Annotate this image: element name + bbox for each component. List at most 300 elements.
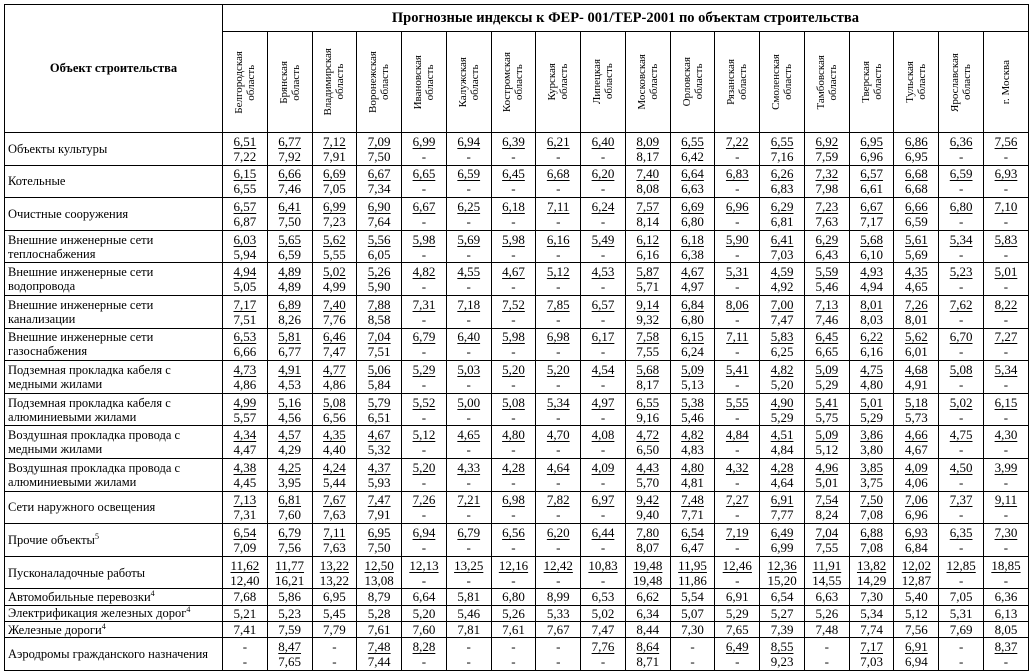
index-value-bottom: - bbox=[824, 654, 829, 669]
index-value-top: 12,13 bbox=[409, 557, 439, 573]
object-name-cell bbox=[5, 393, 223, 426]
index-value-top: 9,11 bbox=[994, 492, 1018, 508]
index-cell bbox=[760, 638, 805, 671]
index-value: 7,61 bbox=[367, 622, 391, 638]
index-value-bottom: 6,84 bbox=[904, 539, 928, 555]
index-cell bbox=[760, 491, 805, 524]
index-value-bottom: - bbox=[511, 376, 516, 392]
index-cell bbox=[804, 393, 849, 426]
index-cell bbox=[939, 328, 984, 361]
region-name-line: Калужская bbox=[456, 56, 469, 108]
index-cell bbox=[581, 458, 626, 491]
index-value-top: 9,42 bbox=[636, 492, 660, 508]
index-cell bbox=[715, 361, 760, 394]
index-cell bbox=[939, 458, 984, 491]
index-value: 5,02 bbox=[591, 605, 615, 621]
region-name-line: область bbox=[782, 64, 795, 100]
index-value-bottom: 6,61 bbox=[860, 181, 883, 197]
index-cell bbox=[939, 133, 984, 166]
region-name-line: Воронежская bbox=[367, 50, 380, 113]
index-cell bbox=[984, 295, 1029, 328]
index-cell bbox=[670, 458, 715, 491]
index-value-bottom: - bbox=[421, 572, 427, 588]
index-value-top: 11,77 bbox=[275, 557, 305, 573]
index-value-bottom: - bbox=[466, 376, 471, 392]
index-value-top: 5,68 bbox=[636, 361, 660, 377]
index-cell bbox=[357, 524, 402, 557]
index-value-top: 6,45 bbox=[815, 329, 839, 345]
index-cell bbox=[581, 524, 626, 557]
index-value-bottom: 7,50 bbox=[367, 148, 391, 164]
index-cell bbox=[267, 361, 312, 394]
footnote-mark: 4 bbox=[101, 621, 106, 631]
index-cell bbox=[581, 230, 626, 263]
index-cell bbox=[581, 556, 626, 589]
index-value-top: 6,81 bbox=[278, 492, 302, 508]
index-cell bbox=[581, 165, 626, 198]
index-cell bbox=[357, 230, 402, 263]
index-cell bbox=[536, 361, 581, 394]
index-value-top: 4,30 bbox=[994, 427, 1018, 443]
index-value: 7,30 bbox=[681, 622, 704, 638]
index-value-bottom: 7,98 bbox=[815, 181, 839, 197]
index-value-top: 7,18 bbox=[457, 296, 481, 312]
index-value: 6,80 bbox=[502, 589, 525, 605]
index-value-bottom: - bbox=[332, 654, 337, 669]
index-cell bbox=[491, 556, 536, 589]
index-value-bottom: - bbox=[958, 474, 964, 490]
index-value-top: 6,59 bbox=[949, 166, 973, 182]
index-value-top: 11,91 bbox=[812, 557, 842, 573]
index-value-bottom: - bbox=[958, 539, 964, 555]
index-cell bbox=[491, 230, 536, 263]
index-value-bottom: 7,47 bbox=[323, 344, 346, 360]
index-cell bbox=[849, 524, 894, 557]
index-cell bbox=[446, 165, 491, 198]
index-cell bbox=[581, 393, 626, 426]
object-name-cell bbox=[5, 295, 223, 328]
index-value-top: 5,02 bbox=[949, 394, 973, 410]
index-value-top: 12,42 bbox=[543, 557, 573, 573]
index-cell bbox=[715, 165, 760, 198]
index-value-bottom: 7,22 bbox=[233, 148, 257, 164]
index-cell bbox=[446, 589, 491, 605]
index-value-top: 5,65 bbox=[278, 231, 302, 247]
index-value-bottom: 14,29 bbox=[856, 572, 887, 588]
index-value-bottom: 3,75 bbox=[860, 474, 883, 490]
index-cell bbox=[984, 621, 1029, 637]
region-name-line: Ивановская bbox=[411, 54, 424, 110]
index-cell bbox=[670, 295, 715, 328]
index-cell bbox=[984, 556, 1029, 589]
index-value-bottom: 6,94 bbox=[904, 654, 928, 669]
index-cell bbox=[894, 638, 939, 671]
index-cell bbox=[491, 426, 536, 459]
index-value: 8,44 bbox=[636, 622, 660, 638]
index-value-top: 7,11 bbox=[323, 524, 346, 540]
index-value: 7,30 bbox=[860, 589, 883, 605]
index-value-bottom: 14,55 bbox=[812, 572, 842, 588]
index-value-top: 6,98 bbox=[502, 492, 525, 508]
index-value-top: 4,82 bbox=[681, 427, 704, 443]
index-cell bbox=[223, 263, 268, 296]
index-value-top: 4,75 bbox=[860, 361, 883, 377]
index-cell bbox=[312, 621, 357, 637]
object-name-cell bbox=[5, 198, 223, 231]
index-value-top: 6,16 bbox=[546, 231, 570, 247]
index-value-bottom: - bbox=[421, 279, 427, 295]
index-cell bbox=[984, 393, 1029, 426]
index-value-top: 4,35 bbox=[904, 264, 928, 280]
index-value-top: 6,21 bbox=[546, 133, 570, 149]
index-cell bbox=[581, 361, 626, 394]
index-value-bottom: - bbox=[421, 409, 427, 425]
index-value-top: 9,14 bbox=[636, 296, 660, 312]
index-cell bbox=[670, 638, 715, 671]
index-cell bbox=[312, 458, 357, 491]
index-value-top: 6,54 bbox=[233, 524, 257, 540]
index-value-top: 6,57 bbox=[233, 198, 257, 214]
index-value-top: 5,09 bbox=[681, 361, 704, 377]
index-value-top: 6,40 bbox=[457, 329, 481, 345]
object-name: Аэродромы гражданского назначения bbox=[8, 647, 209, 661]
index-value-top: 4,09 bbox=[904, 459, 928, 475]
index-value-bottom: 5,69 bbox=[904, 246, 928, 262]
index-cell bbox=[536, 556, 581, 589]
index-value-top: 4,77 bbox=[323, 361, 346, 377]
index-value-bottom: 8,03 bbox=[860, 311, 883, 327]
index-cell bbox=[491, 524, 536, 557]
index-value-top: 5,20 bbox=[502, 361, 525, 377]
table-row bbox=[5, 556, 1029, 589]
index-cell bbox=[267, 589, 312, 605]
index-cell bbox=[760, 295, 805, 328]
index-value-bottom: - bbox=[556, 572, 561, 588]
index-value-bottom: - bbox=[1003, 246, 1009, 262]
index-value-bottom: - bbox=[735, 213, 740, 229]
index-cell bbox=[267, 328, 312, 361]
index-value: 5,81 bbox=[457, 589, 481, 605]
index-value-bottom: 8,08 bbox=[636, 181, 660, 197]
index-cell bbox=[849, 605, 894, 621]
index-cell bbox=[804, 556, 849, 589]
index-cell bbox=[446, 198, 491, 231]
index-value-top: 6,12 bbox=[636, 231, 660, 247]
index-cell bbox=[312, 230, 357, 263]
index-value-top: 4,82 bbox=[770, 361, 794, 377]
index-cell bbox=[849, 491, 894, 524]
index-value-top: 8,64 bbox=[636, 639, 660, 654]
index-value: 8,99 bbox=[546, 589, 570, 605]
index-value-bottom: - bbox=[1003, 148, 1009, 164]
index-value-top: 6,59 bbox=[457, 166, 481, 182]
index-value-top: 4,96 bbox=[815, 459, 839, 475]
index-cell bbox=[849, 165, 894, 198]
index-cell bbox=[849, 426, 894, 459]
index-cell bbox=[939, 295, 984, 328]
index-value-top: 4,54 bbox=[591, 361, 615, 377]
index-value-bottom: - bbox=[735, 507, 740, 523]
index-value-bottom: - bbox=[556, 409, 561, 425]
index-value-top: 6,91 bbox=[770, 492, 794, 508]
object-name: Подземная прокладка кабеля с медными жилами bbox=[8, 362, 171, 391]
index-cell bbox=[357, 133, 402, 166]
object-name: Внешние инженерные сети канализации bbox=[8, 297, 154, 326]
index-cell bbox=[267, 230, 312, 263]
index-cell bbox=[312, 556, 357, 589]
index-cell bbox=[581, 328, 626, 361]
index-value: 5,21 bbox=[233, 605, 257, 621]
index-value-bottom: 8,01 bbox=[904, 311, 928, 327]
index-value-bottom: 7,50 bbox=[367, 539, 391, 555]
index-cell bbox=[223, 524, 268, 557]
index-value-top: 6,20 bbox=[591, 166, 615, 182]
index-cell bbox=[402, 393, 447, 426]
index-cell bbox=[894, 361, 939, 394]
index-value-bottom: 7,63 bbox=[323, 507, 346, 523]
index-cell bbox=[939, 524, 984, 557]
index-value-bottom: - bbox=[556, 213, 561, 229]
index-value-bottom: - bbox=[421, 311, 427, 327]
index-value-bottom: - bbox=[421, 654, 427, 669]
index-value-bottom: - bbox=[1003, 507, 1009, 523]
index-value-top: 6,15 bbox=[994, 394, 1018, 410]
index-cell bbox=[894, 133, 939, 166]
index-value-bottom: - bbox=[1003, 442, 1009, 458]
index-value: 7,65 bbox=[725, 622, 749, 638]
index-cell bbox=[715, 295, 760, 328]
region-name-line: область bbox=[692, 64, 705, 100]
index-value-bottom: 6,59 bbox=[278, 246, 302, 262]
index-value-bottom: - bbox=[1003, 474, 1009, 490]
index-value: 7,41 bbox=[233, 622, 257, 638]
index-value-bottom: - bbox=[958, 246, 964, 262]
index-value-bottom: - bbox=[958, 213, 964, 229]
object-name: Прочие объекты bbox=[8, 532, 95, 547]
index-value-top: 6,79 bbox=[457, 524, 481, 540]
index-value-bottom: - bbox=[556, 507, 561, 523]
index-value-top: 6,18 bbox=[681, 231, 704, 247]
index-value: 5,46 bbox=[457, 605, 481, 621]
index-cell bbox=[536, 263, 581, 296]
index-cell bbox=[849, 361, 894, 394]
index-value-top: 5,23 bbox=[949, 264, 973, 280]
table-row bbox=[5, 133, 1029, 166]
index-value: 6,36 bbox=[994, 589, 1018, 605]
table-row bbox=[5, 263, 1029, 296]
index-cell bbox=[312, 198, 357, 231]
index-value-top: 6,03 bbox=[233, 231, 257, 247]
index-value-bottom: 8,71 bbox=[636, 654, 660, 669]
index-value-bottom: 7,46 bbox=[278, 181, 302, 197]
index-value-top: 6,88 bbox=[860, 524, 883, 540]
index-value-bottom: - bbox=[421, 213, 427, 229]
index-value-bottom: - bbox=[600, 654, 606, 669]
index-value-bottom: 15,20 bbox=[767, 572, 797, 588]
index-cell bbox=[670, 556, 715, 589]
index-value-bottom: - bbox=[556, 654, 561, 669]
index-value-top: 7,22 bbox=[725, 133, 749, 149]
index-cell bbox=[760, 524, 805, 557]
index-value: 7,39 bbox=[770, 622, 794, 638]
index-value-top: 6,90 bbox=[367, 198, 391, 214]
index-value-top: 4,67 bbox=[367, 427, 391, 443]
index-value-top: 6,67 bbox=[860, 198, 883, 214]
index-value-bottom: - bbox=[466, 311, 471, 327]
index-cell bbox=[984, 133, 1029, 166]
object-name: Воздушная прокладка провода с медными жилами bbox=[8, 428, 181, 457]
index-value-top: 6,98 bbox=[546, 329, 570, 345]
index-value-top: 5,62 bbox=[904, 329, 928, 345]
index-cell bbox=[849, 295, 894, 328]
index-value-bottom: - bbox=[600, 474, 606, 490]
index-value-bottom: - bbox=[600, 148, 606, 164]
index-value-bottom: - bbox=[1003, 181, 1009, 197]
index-cell bbox=[446, 295, 491, 328]
index-value-top: 7,26 bbox=[904, 296, 928, 312]
index-value-bottom: - bbox=[466, 409, 471, 425]
index-cell bbox=[312, 165, 357, 198]
index-cell bbox=[715, 491, 760, 524]
table-row bbox=[5, 621, 1029, 637]
region-name-line: область bbox=[423, 64, 436, 100]
index-value-top: 6,66 bbox=[278, 166, 302, 182]
index-cell bbox=[357, 361, 402, 394]
object-name-cell bbox=[5, 638, 223, 671]
object-name-cell bbox=[5, 426, 223, 459]
index-cell bbox=[625, 295, 670, 328]
index-cell bbox=[849, 556, 894, 589]
index-value-bottom: 6,38 bbox=[681, 246, 704, 262]
index-cell bbox=[849, 133, 894, 166]
index-cell bbox=[267, 524, 312, 557]
index-value-bottom: - bbox=[735, 654, 740, 669]
index-value-bottom: - bbox=[735, 539, 740, 555]
index-value-top: 8,01 bbox=[860, 296, 883, 312]
index-value-top: 6,99 bbox=[323, 198, 346, 214]
index-cell bbox=[670, 524, 715, 557]
index-cell bbox=[223, 621, 268, 637]
index-cell bbox=[357, 556, 402, 589]
index-cell bbox=[581, 133, 626, 166]
index-cell bbox=[670, 165, 715, 198]
index-value-bottom: 11,86 bbox=[678, 572, 707, 588]
index-value-top: 7,11 bbox=[726, 329, 749, 345]
index-cell bbox=[267, 491, 312, 524]
index-cell bbox=[536, 165, 581, 198]
index-value-bottom: - bbox=[511, 442, 516, 458]
index-value-bottom: - bbox=[1003, 279, 1009, 295]
index-value-top: 6,40 bbox=[591, 133, 615, 149]
index-cell bbox=[446, 605, 491, 621]
index-value-bottom: 6,83 bbox=[770, 181, 794, 197]
index-value-top: 6,20 bbox=[546, 524, 570, 540]
index-value-top: 5,41 bbox=[815, 394, 839, 410]
index-value-bottom: - bbox=[556, 376, 561, 392]
index-value-bottom: - bbox=[735, 246, 740, 262]
index-value-bottom: 5,01 bbox=[815, 474, 839, 490]
index-value-bottom: 8,14 bbox=[636, 213, 660, 229]
index-value: 7,56 bbox=[904, 622, 928, 638]
index-cell bbox=[625, 556, 670, 589]
index-value-bottom: - bbox=[466, 181, 471, 197]
index-cell bbox=[849, 230, 894, 263]
index-value-top: 4,73 bbox=[233, 361, 257, 377]
index-value: 5,54 bbox=[681, 589, 704, 605]
index-value-top: 5,59 bbox=[815, 264, 839, 280]
index-cell bbox=[402, 556, 447, 589]
index-cell bbox=[804, 328, 849, 361]
index-value-bottom: 3,80 bbox=[860, 442, 883, 458]
index-value-bottom: 5,55 bbox=[323, 246, 346, 262]
index-value-top: 6,69 bbox=[681, 198, 704, 214]
object-name: Внешние инженерные сети водопровода bbox=[8, 265, 154, 294]
region-name-line: область bbox=[334, 64, 347, 100]
index-value-bottom: - bbox=[1003, 409, 1009, 425]
index-cell bbox=[357, 393, 402, 426]
index-value-bottom: 6,42 bbox=[681, 148, 704, 164]
index-cell bbox=[715, 589, 760, 605]
index-value-top: 5,20 bbox=[546, 361, 570, 377]
index-value-top: 4,34 bbox=[233, 427, 257, 443]
index-cell bbox=[984, 589, 1029, 605]
index-value-top: 5,41 bbox=[725, 361, 749, 377]
index-cell bbox=[984, 426, 1029, 459]
index-cell bbox=[357, 328, 402, 361]
index-value-top: 5,81 bbox=[278, 329, 302, 345]
index-cell bbox=[223, 165, 268, 198]
index-cell bbox=[670, 491, 715, 524]
region-name-line: Смоленская bbox=[770, 54, 783, 110]
index-value-top: - bbox=[332, 639, 337, 654]
index-value-bottom: 4,65 bbox=[904, 279, 928, 295]
index-value-bottom: - bbox=[466, 148, 471, 164]
index-value: 7,60 bbox=[412, 622, 436, 638]
index-value-bottom: 7,59 bbox=[815, 148, 839, 164]
object-name-cell bbox=[5, 524, 223, 557]
title-row bbox=[5, 5, 1029, 32]
index-value-bottom: - bbox=[421, 376, 427, 392]
index-cell bbox=[267, 605, 312, 621]
index-cell bbox=[804, 361, 849, 394]
index-cell bbox=[223, 491, 268, 524]
index-value-top: 5,20 bbox=[412, 459, 436, 475]
index-value-top: 6,36 bbox=[949, 133, 973, 149]
index-value-bottom: - bbox=[511, 311, 516, 327]
index-cell bbox=[536, 589, 581, 605]
index-value: 5,23 bbox=[278, 605, 302, 621]
index-cell bbox=[625, 133, 670, 166]
index-value: 6,54 bbox=[770, 589, 794, 605]
index-value-top: 13,25 bbox=[454, 557, 484, 573]
index-value-top: 5,08 bbox=[502, 394, 525, 410]
index-value-top: 4,25 bbox=[278, 459, 302, 475]
index-cell bbox=[357, 491, 402, 524]
index-cell bbox=[670, 198, 715, 231]
index-value-top: 6,97 bbox=[591, 492, 615, 508]
region-name-line: область bbox=[737, 64, 750, 100]
index-cell bbox=[625, 638, 670, 671]
index-value-top: 6,70 bbox=[949, 329, 973, 345]
index-cell bbox=[849, 328, 894, 361]
index-value-top: 7,23 bbox=[815, 198, 839, 214]
index-cell bbox=[670, 263, 715, 296]
index-value-top: 4,75 bbox=[949, 427, 973, 443]
index-value-bottom: - bbox=[958, 442, 964, 458]
index-cell bbox=[625, 393, 670, 426]
index-value-top: 4,94 bbox=[233, 264, 257, 280]
index-value-top: 7,57 bbox=[636, 198, 660, 214]
